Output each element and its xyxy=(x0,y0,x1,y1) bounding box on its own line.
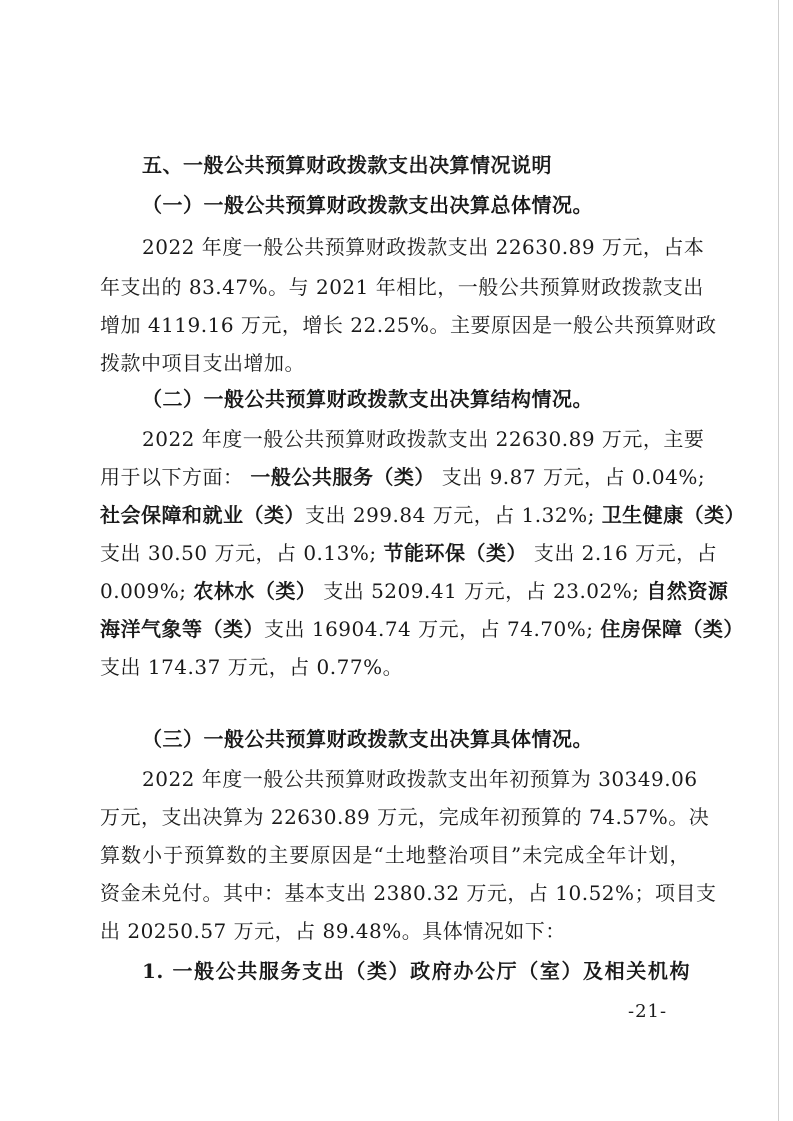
sec3-para-line-2: 万元，支出决算为 22630.89 万元，完成年初预算的 74.57%。决 xyxy=(100,805,710,829)
sec2-l5-text-a: 0.009%; xyxy=(100,579,187,603)
sec2-l5-category-natural-resources: 自然资源 xyxy=(646,579,729,603)
sec2-l6-category-marine-meteorology: 海洋气象等（类） xyxy=(100,617,264,641)
sec1-para-line-3: 增加 4119.16 万元，增长 22.25%。主要原因是一般公共预算财政 xyxy=(100,313,717,337)
sec3-heading: （三）一般公共预算财政拨款支出决算具体情况。 xyxy=(142,727,593,751)
sec3-item-1: 1. 一般公共服务支出（类）政府办公厅（室）及相关机构 xyxy=(142,959,690,983)
section-title: 五、一般公共预算财政拨款支出决算情况说明 xyxy=(142,153,552,177)
sec3-para-line-4: 资金未兑付。其中：基本支出 2380.32 万元，占 10.52%；项目支 xyxy=(100,881,717,905)
sec2-l2-text-a: 用于以下方面： xyxy=(100,465,244,489)
sec2-para-line-6 xyxy=(100,614,744,644)
sec1-para-line-2: 年支出的 83.47%。与 2021 年相比，一般公共预算财政拨款支出 xyxy=(100,275,704,299)
page-number: -21- xyxy=(628,1001,668,1022)
sec2-l3-category-health: 卫生健康（类） xyxy=(601,503,746,527)
sec1-para-line-1: 2022 年度一般公共预算财政拨款支出 22630.89 万元，占本 xyxy=(142,235,705,259)
sec2-para-line-7: 支出 174.37 万元，占 0.77%。 xyxy=(100,655,404,679)
sec2-l5-text-c: 支出 5209.41 万元，占 23.02%; xyxy=(323,579,640,603)
sec1-heading: （一）一般公共预算财政拨款支出决算总体情况。 xyxy=(142,193,593,217)
sec2-heading: （二）一般公共预算财政拨款支出决算结构情况。 xyxy=(142,387,593,411)
sec2-para-line-2 xyxy=(100,462,706,492)
sec2-l2-text-c: 支出 9.87 万元，占 0.04%; xyxy=(441,465,706,489)
sec2-l6-text-b: 支出 16904.74 万元，占 74.70%; xyxy=(264,617,594,641)
sec2-l5-category-agriculture: 农林水（类） xyxy=(193,579,317,603)
sec2-para-line-1: 2022 年度一般公共预算财政拨款支出 22630.89 万元，主要 xyxy=(142,427,705,451)
sec2-l6-category-housing: 住房保障（类） xyxy=(600,617,744,641)
sec2-l4-text-a: 支出 30.50 万元，占 0.13%; xyxy=(100,541,377,565)
sec2-l4-text-c: 支出 2.16 万元，占 xyxy=(533,541,718,565)
sec2-l3-category-social-security: 社会保障和就业（类） xyxy=(100,503,305,527)
sec2-l2-category-general-public-services: 一般公共服务（类） xyxy=(250,465,435,489)
sec1-para-line-4: 拨款中项目支出增加。 xyxy=(100,351,305,375)
sec2-para-line-5 xyxy=(100,576,729,606)
sec3-para-line-5: 出 20250.57 万元，占 89.48%。具体情况如下： xyxy=(100,919,566,943)
sec2-para-line-4 xyxy=(100,538,718,568)
page-edge-line xyxy=(778,0,779,1121)
sec2-l3-text-b: 支出 299.84 万元，占 1.32%; xyxy=(305,503,595,527)
sec2-para-line-3 xyxy=(100,500,746,530)
sec3-para-line-1: 2022 年度一般公共预算财政拨款支出年初预算为 30349.06 xyxy=(142,767,698,791)
sec2-l4-category-energy-saving: 节能环保（类） xyxy=(383,541,527,565)
sec3-para-line-3: 算数小于预算数的主要原因是“土地整治项目”未完成全年计划， xyxy=(100,843,690,867)
